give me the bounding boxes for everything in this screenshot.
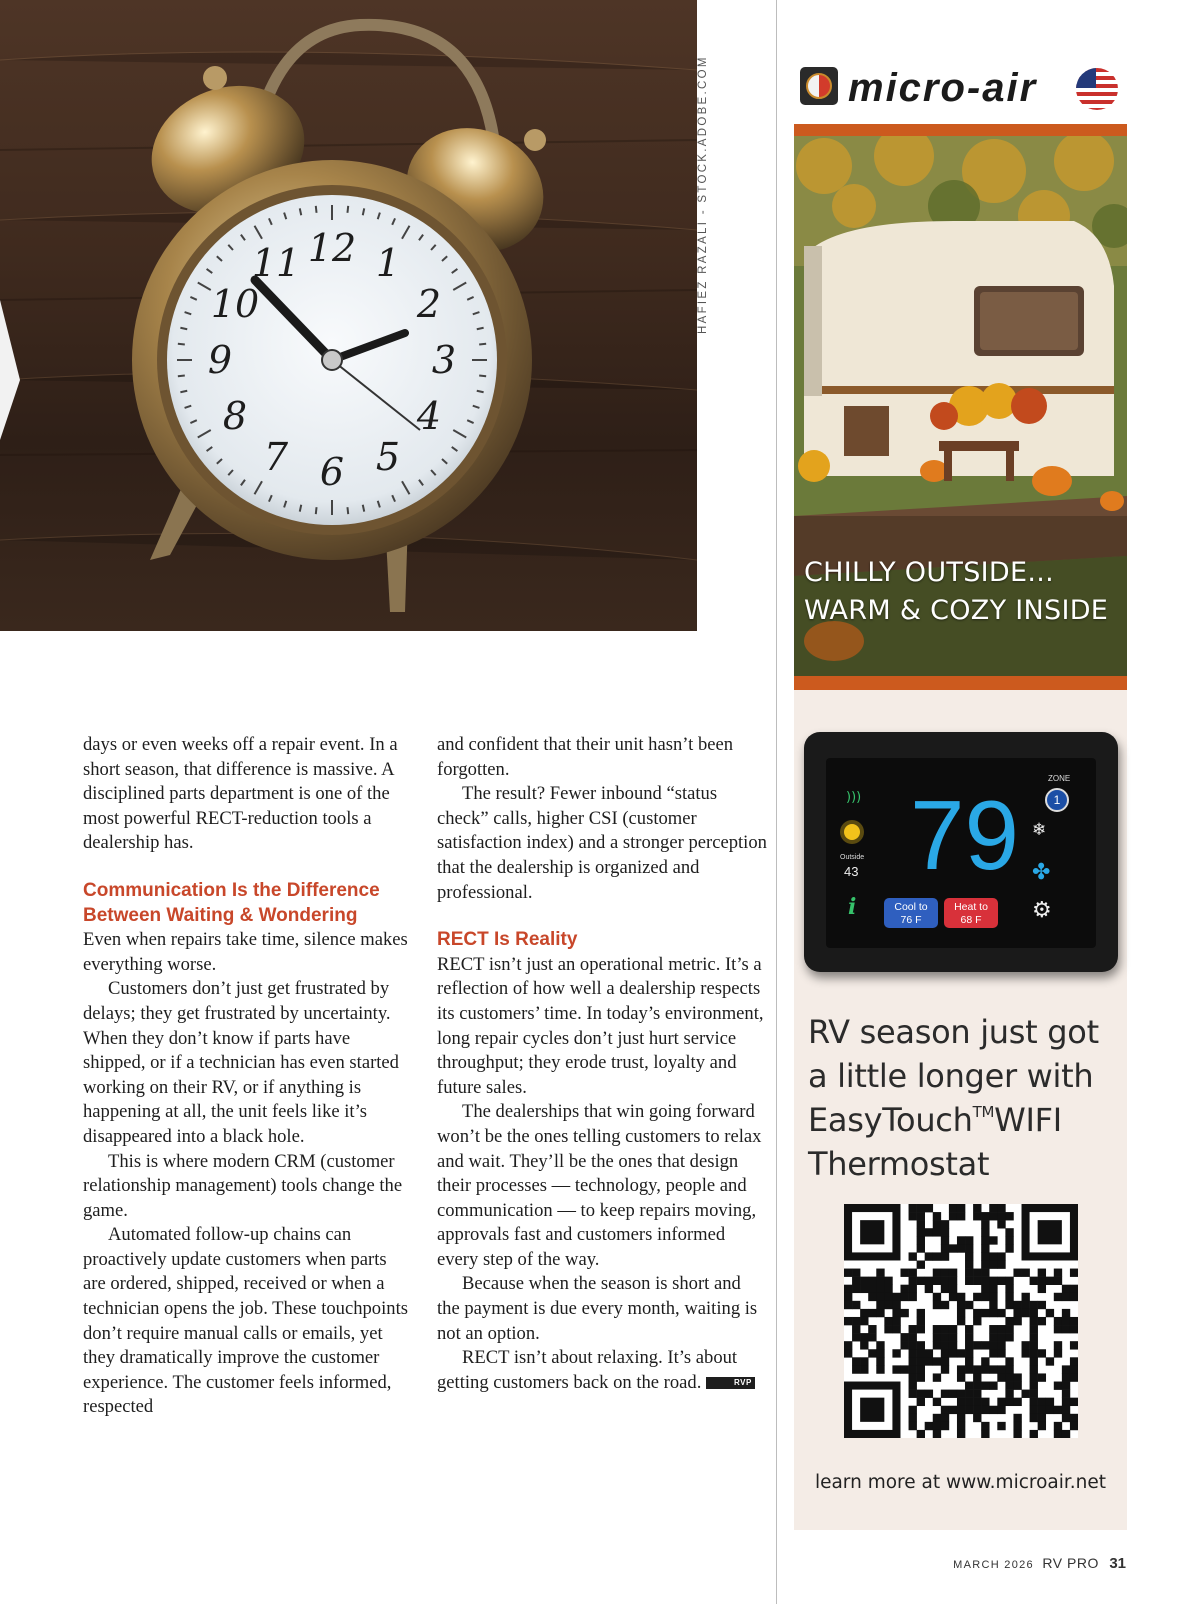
info-icon: i [848,894,857,920]
hero-photo [0,0,697,631]
cool-label: Cool to [894,901,928,913]
ad-url-link[interactable]: learn more at www.microair.net [814,1472,1107,1493]
magazine-name: RV PRO [1042,1555,1099,1571]
tagline-text-end: WIFI Thermostat [808,1101,1062,1183]
clock-numeral: 1 [375,241,401,286]
clock-numeral: 7 [263,434,289,479]
zone-label: ZONE [1048,774,1071,783]
ad-header [794,58,1127,122]
chip-logo-icon [800,67,838,105]
clock-numeral: 3 [431,338,457,382]
paragraph: Automated follow-up chains can proactively update customers when parts are ordered, shipped, received or when a technician opens the job. These touchpoints don’t require manual calls or emails, yet they dramatically improve the customer experience. The customer feels informed, respected [83,1224,408,1418]
outside-label: Outside [840,854,865,861]
ad-headline-line1: CHILLY OUTSIDE... [804,557,1054,588]
clock-numeral: 4 [416,394,442,438]
sun-icon [844,824,860,840]
fan-icon: ✤ [1032,860,1051,885]
gear-icon: ⚙ [1032,898,1052,923]
paragraph: RECT isn’t just an operational metric. It’s a reflection of how well a dealership respects its customers’ time. In today’s environment, long repair cycles don’t just hurt service throughput; they erode trust, loyalty and future sales. [437,953,764,1098]
thermostat-screen [826,758,1096,948]
final-sentence: RECT isn’t about relaxing. It’s about getting customers back on the road. [437,1347,738,1393]
paragraph: This is where modern CRM (customer relationship management) tools change the game. [83,1150,403,1221]
zone-number: 1 [1045,788,1069,812]
ad-photo-camper [794,124,1127,690]
photo-credit: HAFIEZ RAZALI - STOCK.ADOBE.COM [697,55,709,334]
heat-setpoint [944,898,998,928]
paragraph: The result? Fewer inbound “status check” calls, higher CSI (customer satisfaction index) and a stronger perception that the dealership is organized and professional. [437,783,767,903]
paragraph: Even when repairs take time, silence makes everything worse. [83,929,408,975]
article-column-left [83,733,413,1420]
brand-logo: micro-air [848,66,1038,110]
article-column-middle [437,733,767,1395]
clock-numeral: 9 [207,338,233,382]
page-number: 31 [1109,1555,1126,1572]
trademark-mark: TM [972,1103,995,1121]
ad-lower-panel [794,690,1127,1530]
cool-setpoint [884,898,938,928]
end-mark: RVP [706,1377,755,1389]
snowflake-icon: ❄ [1032,820,1047,840]
outside-value: 43 [844,864,859,879]
clock-numeral: 8 [222,394,248,438]
clock-numeral: 12 [307,226,357,270]
clock-numeral: 11 [251,241,301,286]
ad-headline-line2: WARM & COZY INSIDE [804,595,1109,626]
section-heading: Communication Is the Difference Between Waiting & Wondering [83,879,380,926]
clock-numeral: 10 [210,282,260,326]
column-divider [776,0,777,1604]
tagline-text: RV season just got a little longer with EasyTouch [808,1013,1099,1139]
ad-headline [804,554,1124,630]
thermostat-image [804,732,1118,972]
heat-label: Heat to [954,901,988,913]
cool-value: 76 F [900,914,922,926]
paragraph: Customers don’t just get frustrated by delays; they get frustrated by uncertainty. When they don’t know if parts have shipped, or if a technician has even started working on their RV, or if anything is happening at all, the unit feels like it’s disappeared into a black hole. [83,978,399,1147]
clock-numeral: 5 [375,434,401,479]
paragraph: The dealerships that win going forward won’t be the ones telling customers to relax and wait. They’ll be the ones that design their processes — technology, people and communication — to keep repairs moving, approvals fast and customers informed every step of the way. [437,1101,762,1270]
alarm-clock-illustration [0,0,697,631]
page-folio [953,1555,1126,1573]
paragraph-final [437,1346,767,1395]
us-flag-icon [1076,68,1118,110]
clock-numeral: 2 [416,282,442,326]
paragraph: days or even weeks off a repair event. In a short season, that difference is massive. A disciplined parts department is one of the most powerful RECT-reduction tools a dealership has. [83,734,398,854]
issue-date: MARCH 2026 [953,1559,1034,1571]
section-heading: RECT Is Reality [437,929,578,951]
heat-value: 68 F [960,914,982,926]
wifi-icon: ))) [846,790,862,805]
ad-tagline [808,1010,1124,1186]
temperature-display: 79 [910,780,1020,890]
paragraph: Because when the season is short and the payment is due every month, waiting is not an option. [437,1273,758,1344]
clock-numeral: 6 [319,450,345,494]
micro-air-advertisement[interactable] [794,58,1127,1530]
paragraph: and confident that their unit hasn’t been forgotten. [437,734,734,780]
qr-code[interactable] [844,1204,1078,1438]
